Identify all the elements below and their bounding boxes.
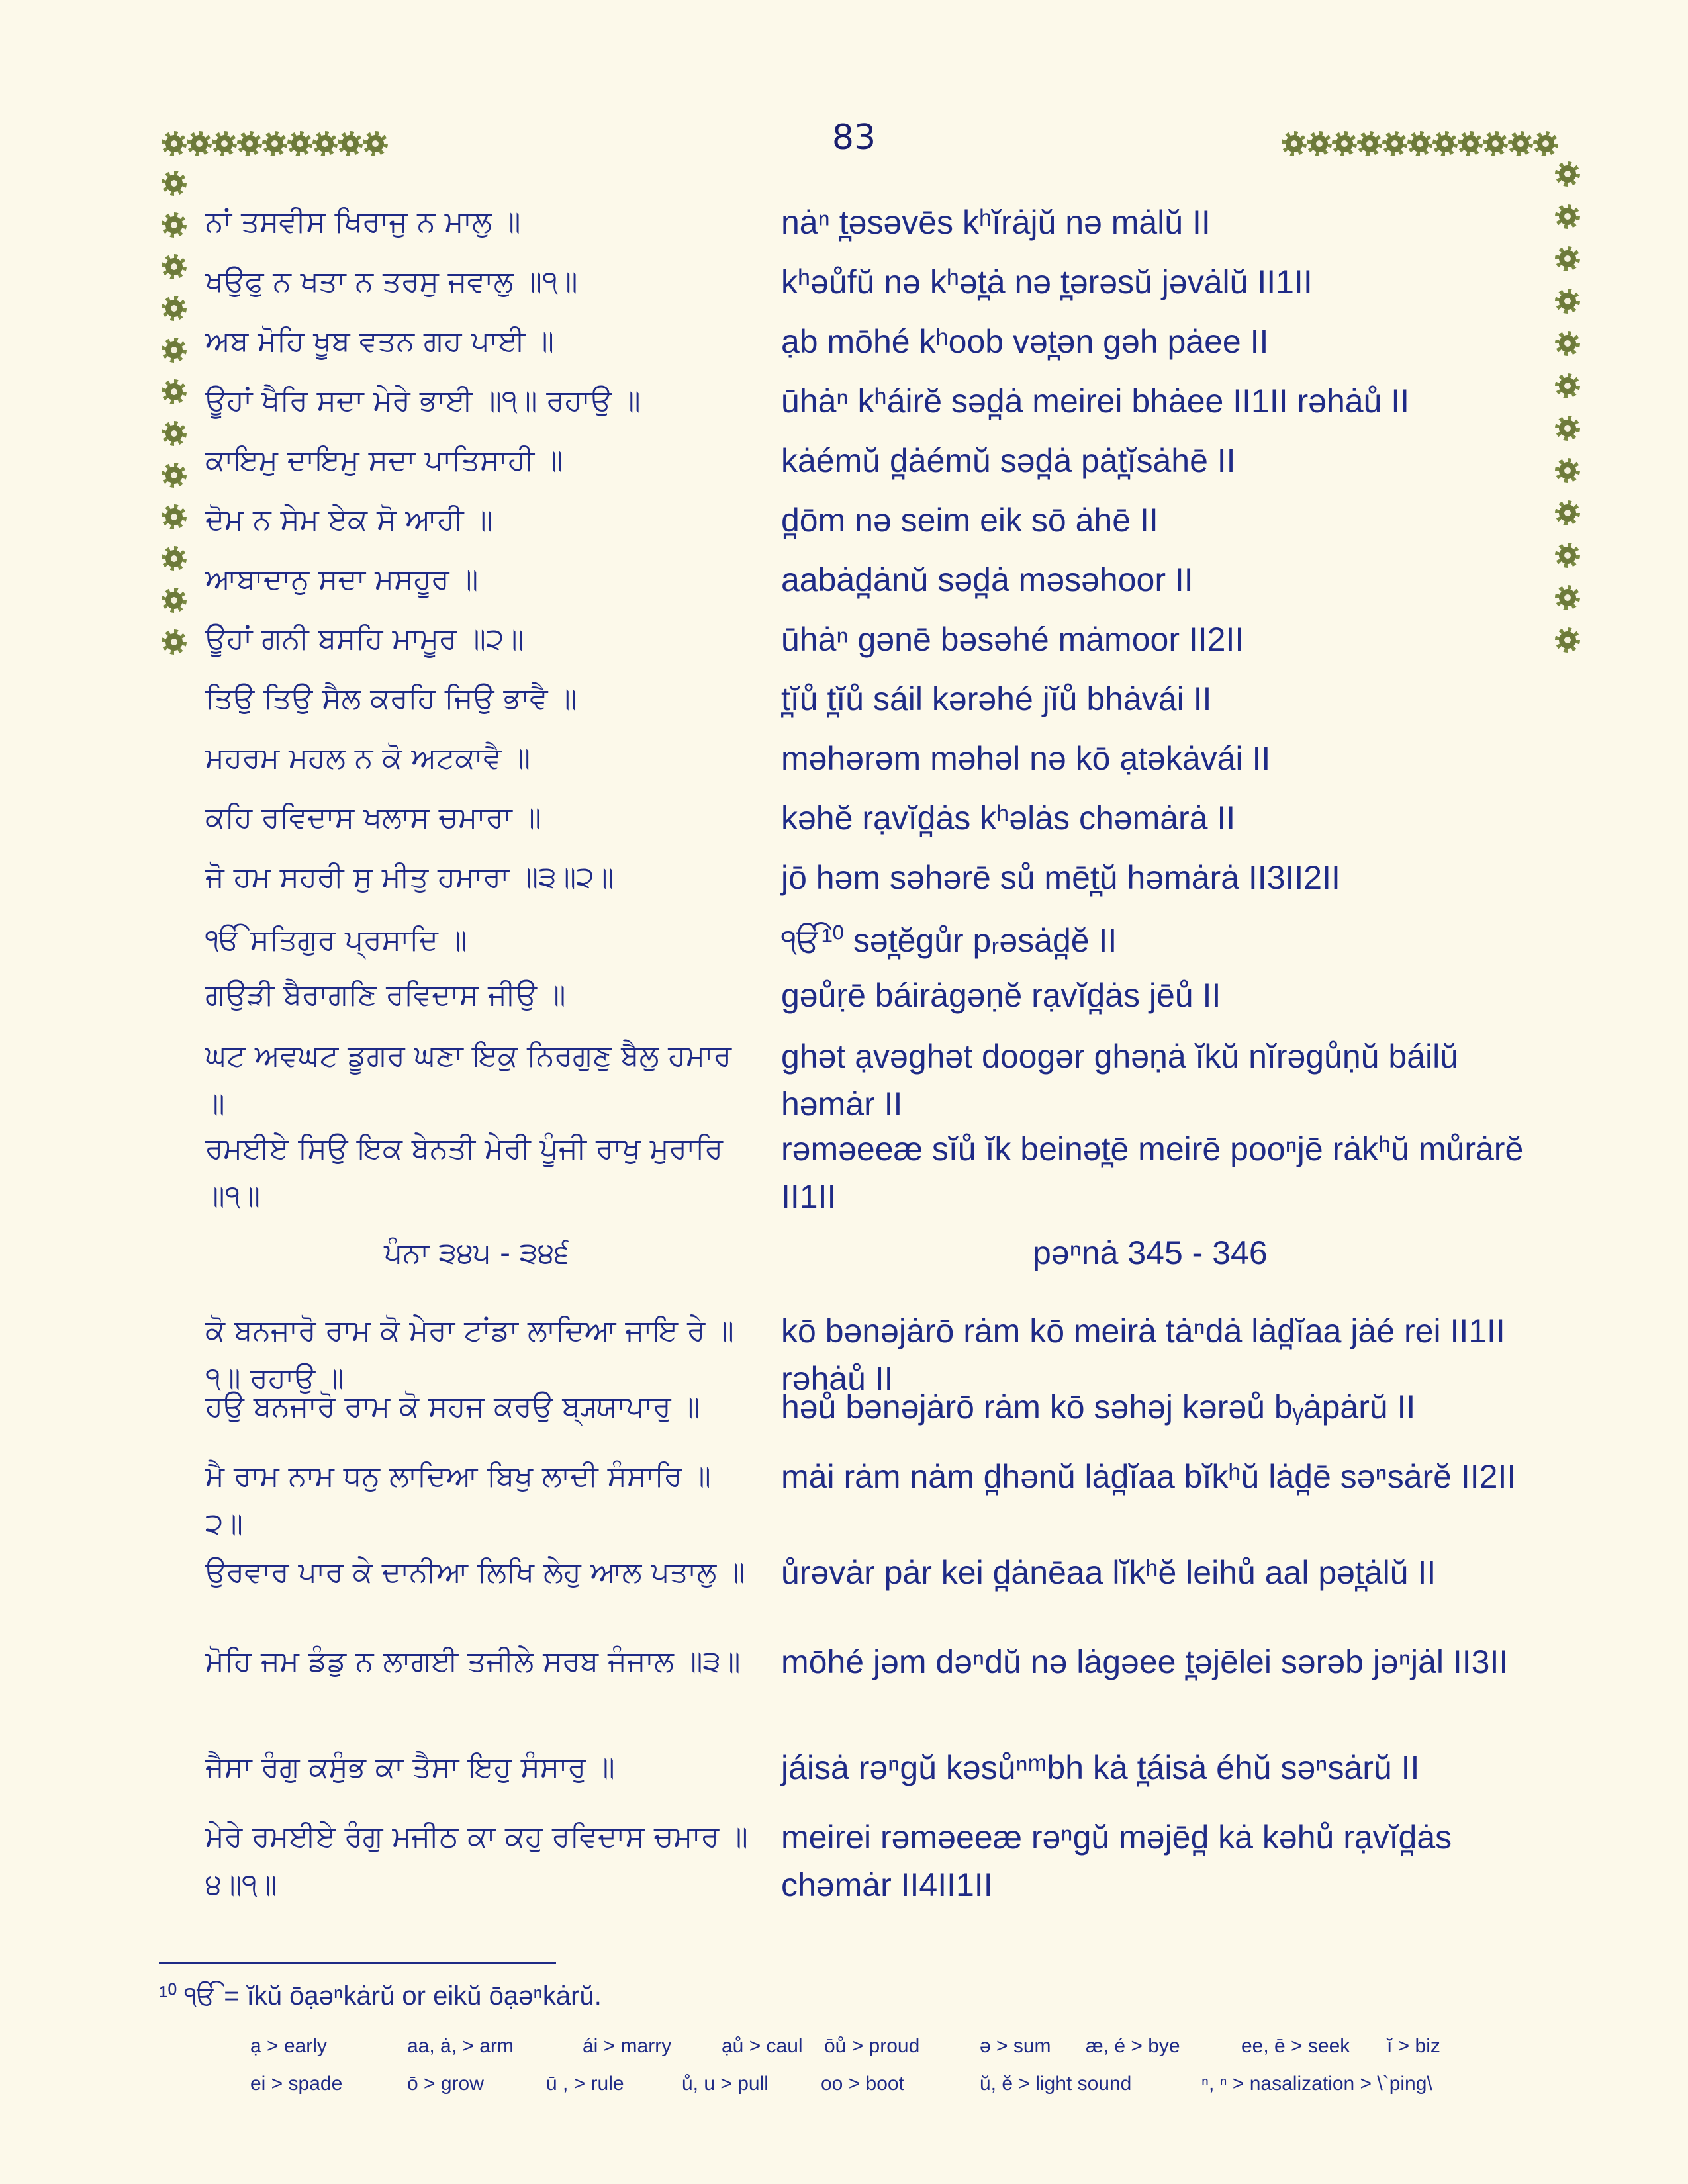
footnote-divider xyxy=(159,1962,556,1964)
flower-ornament-icon xyxy=(1410,134,1430,154)
transliteration-line: mōhé jəm dəⁿdŭ nə lȧgəee t̪əjēlei sərəb jəⁿjȧl II3II xyxy=(781,1643,1509,1680)
gurmukhi-line: ਮੈ ਰਾਮ ਨਾਮ ਧਨੁ ਲਾਦਿਆ ਬਿਖੁ ਲਾਦੀ ਸੰਸਾਰਿ ॥੨॥ xyxy=(205,1459,711,1541)
transliteration-line: həů bənəjȧrō rȧm kō səhəj kərəů bᵧȧpȧrŭ II xyxy=(781,1388,1416,1426)
transliteration-line: gəůṛē báirȧgəṇĕ rạvĭd̪ȧs jēů II xyxy=(781,977,1221,1014)
transliteration-line: kȧémŭ d̪ȧémŭ səd̪ȧ pȧt̪ĭsȧhē II xyxy=(781,442,1236,479)
flower-ornament-icon xyxy=(164,507,184,527)
transliteration-line: jō həm səhərē sů mēt̪ŭ həmȧrȧ II3II2II xyxy=(781,859,1340,896)
flower-ornament-icon xyxy=(189,134,209,154)
page-number: 83 xyxy=(831,118,876,158)
gurmukhi-line: ਊਹਾਂ ਖੈਰਿ ਸਦਾ ਮੇਰੇ ਭਾਈ ॥੧॥ ਰਹਾਉ ॥ xyxy=(205,384,641,418)
gurmukhi-line: ਜੈਸਾ ਰੰਗੁ ਕਸੁੰਭ ਕਾ ਤੈਸਾ ਇਹੁ ਸੰਸਾਰੁ ॥ xyxy=(205,1751,615,1784)
flower-ornament-icon xyxy=(1558,249,1577,269)
key-entry: ů, u > pull xyxy=(682,2073,769,2095)
gurmukhi-line: ਮੇਰੇ ਰਮਈਏ ਰੰਗੁ ਮਜੀਠ ਕਾ ਕਹੁ ਰਵਿਦਾਸ ਚਮਾਰ ॥੪॥੧॥ xyxy=(205,1820,748,1901)
key-entry: ei > spade xyxy=(250,2073,343,2095)
transliteration-line: ghət ạvəghət doogər ghəṇȧ ĭkŭ nĭrəgůṇŭ báilŭ həmȧr II xyxy=(781,1038,1459,1122)
gurmukhi-line: ਤਿਉ ਤਿਉ ਸੈਲ ਕਰਹਿ ਜਿਉ ਭਾਵੈ ॥ xyxy=(205,682,577,715)
flower-ornament-icon xyxy=(1309,134,1329,154)
transliteration-line: ạb mōhé kʰoob vət̪ən gəh pȧee II xyxy=(781,323,1269,360)
transliteration-line: məhərəm məhəl nə kō ạtəkȧvái II xyxy=(781,740,1271,777)
gurmukhi-line: ਉਰਵਾਰ ਪਾਰ ਕੇ ਦਾਨੀਆ ਲਿਖਿ ਲੇਹੁ ਆਲ ਪਤਾਲੁ ॥ xyxy=(205,1555,745,1589)
flower-ornament-icon xyxy=(1385,134,1405,154)
gurmukhi-line: ਕਾਇਮੁ ਦਾਇਮੁ ਸਦਾ ਪਾਤਿਸਾਹੀ ॥ xyxy=(205,443,563,477)
flower-ornament-icon xyxy=(1360,134,1380,154)
flower-ornament-icon xyxy=(1558,164,1577,184)
transliteration-line: nȧⁿ t̪əsəvēs kʰĭrȧjŭ nə mȧlŭ II xyxy=(781,204,1211,241)
flower-ornament-icon xyxy=(1558,630,1577,650)
key-entry: ə > sum xyxy=(980,2035,1051,2057)
flower-ornament-icon xyxy=(164,340,184,360)
flower-ornament-icon xyxy=(164,549,184,569)
gurmukhi-line: ਰਮਈਏ ਸਿਉ ਇਕ ਬੇਨਤੀ ਮੇਰੀ ਪੂੰਜੀ ਰਾਖੁ ਮੁਰਾਰਿ ॥੧॥ xyxy=(205,1132,723,1213)
gurmukhi-line: ੴ ਸਤਿਗੁਰ ਪ੍ਰਸਾਦਿ ॥ xyxy=(205,923,467,957)
key-entry: æ, é > bye xyxy=(1086,2035,1180,2057)
key-entry: ⁿ, ⁿ > nasalization > \`ping\ xyxy=(1201,2073,1432,2095)
flower-ornament-icon xyxy=(164,215,184,235)
gurmukhi-line: ਗਉੜੀ ਬੈਰਾਗਣਿ ਰਵਿਦਾਸ ਜੀਉ ॥ xyxy=(205,978,566,1012)
key-entry: ạ > early xyxy=(250,2035,327,2057)
key-entry: ee, ē > seek xyxy=(1241,2035,1350,2057)
flower-ornament-icon xyxy=(1460,134,1480,154)
gurmukhi-line: ਘਟ ਅਵਘਟ ਡੂਗਰ ਘਣਾ ਇਕੁ ਨਿਰਗੁਣੁ ਬੈਲੁ ਹਮਾਰ ॥ xyxy=(205,1039,732,1120)
key-entry: ŭ, ĕ > light sound xyxy=(980,2073,1132,2095)
flower-ornament-icon xyxy=(1558,334,1577,353)
gurmukhi-line: ਮਹਰਮ ਮਹਲ ਨ ਕੋ ਅਟਕਾਵੈ ॥ xyxy=(205,741,531,775)
flower-ornament-icon xyxy=(340,134,360,154)
gurmukhi-line: ਹਉ ਬਨਜਾਰੋ ਰਾਮ ਕੋ ਸਹਜ ਕਰਉ ਬ੍ਯ੍ਯਾਪਾਰੁ ॥ xyxy=(205,1390,700,1424)
key-entry: ĭ > biz xyxy=(1387,2035,1440,2057)
page-range-heading-transliteration: pəⁿnȧ 345 - 346 xyxy=(1033,1234,1268,1271)
transliteration-line: aabȧd̪ȧnŭ səd̪ȧ məsəhoor II xyxy=(781,561,1194,598)
gurmukhi-line: ਅਬ ਮੋਹਿ ਖੂਬ ਵਤਨ ਗਹ ਪਾਈ ॥ xyxy=(205,324,554,358)
flower-ornament-icon xyxy=(1536,134,1556,154)
flower-ornament-icon xyxy=(164,134,184,154)
flower-ornament-icon xyxy=(240,134,259,154)
flower-ornament-icon xyxy=(1558,461,1577,480)
gurmukhi-line: ਜੋ ਹਮ ਸਹਰੀ ਸੁ ਮੀਤੁ ਹਮਾਰਾ ॥੩॥੨॥ xyxy=(205,860,614,894)
gurmukhi-line: ਆਬਾਦਾਨੁ ਸਦਾ ਮਸਹੂਰ ॥ xyxy=(205,563,479,596)
gurmukhi-line: ਕੋ ਬਨਜਾਰੋ ਰਾਮ ਕੋ ਮੇਰਾ ਟਾਂਡਾ ਲਾਦਿਆ ਜਾਇ ਰੇ ॥੧॥ ਰਹਾਉ ॥ xyxy=(205,1314,734,1395)
flower-ornament-icon xyxy=(164,173,184,193)
transliteration-line: jáisȧ rəⁿgŭ kəsůⁿᵐbh kȧ t̪áisȧ éhŭ səⁿsȧrŭ II xyxy=(781,1749,1420,1786)
flower-ornament-icon xyxy=(164,424,184,443)
key-entry: ō > grow xyxy=(407,2073,484,2095)
gurmukhi-line: ਨਾਂ ਤਸਵੀਸ ਖਿਰਾਜੁ ਨ ਮਾਲੁ ॥ xyxy=(205,205,521,239)
key-entry: ạů > caul xyxy=(722,2035,803,2057)
flower-ornament-icon xyxy=(1558,291,1577,311)
footnote: ¹⁰ ੴ = ĭkŭ ōạəⁿkȧrŭ or eikŭ ōạəⁿkȧrŭ. xyxy=(159,1981,602,2011)
transliteration-line: ūhȧⁿ gənē bəsəhé mȧmoor II2II xyxy=(781,621,1244,658)
transliteration-line: ůrəvȧr pȧr kei d̪ȧnēaa lĭkʰĕ leihů aal pət̪ȧlŭ II xyxy=(781,1554,1436,1591)
flower-ornament-icon xyxy=(164,632,184,652)
page-range-heading-gurmukhi: ਪੰਨਾ ੩੪੫ - ੩੪੬ xyxy=(384,1236,570,1270)
key-entry: ū , > rule xyxy=(546,2073,624,2095)
flower-ornament-icon xyxy=(164,298,184,318)
gurmukhi-line: ਦੋਮ ਨ ਸੇਮ ਏਕ ਸੋ ਆਹੀ ॥ xyxy=(205,503,493,537)
transliteration-line: meirei rəməeeæ rəⁿgŭ məjēd̪ kȧ kəhů rạvĭd̪ȧs chəmȧr II4II1II xyxy=(781,1819,1452,1903)
flower-ornament-icon xyxy=(1558,588,1577,608)
flower-ornament-icon xyxy=(1284,134,1304,154)
transliteration-line: ੴ¹⁰ sət̪ĕgůr pᵣəsȧd̪ĕ II xyxy=(781,922,1117,959)
flower-ornament-icon xyxy=(164,257,184,277)
transliteration-line: d̪ōm nə seim eik sō ȧhē II xyxy=(781,502,1158,539)
flower-ornament-icon xyxy=(1558,418,1577,438)
flower-ornament-icon xyxy=(1558,376,1577,396)
transliteration-line: ūhȧⁿ kʰáirĕ səd̪ȧ meirei bhȧee II1II rəhȧů II xyxy=(781,383,1410,420)
transliteration-line: mȧi rȧm nȧm d̪hənŭ lȧd̪ĭaa bĭkʰŭ lȧd̪ē səⁿsȧrĕ II2II xyxy=(781,1458,1517,1495)
flower-ornament-icon xyxy=(164,382,184,402)
transliteration-line: kəhĕ rạvĭd̪ȧs kʰəlȧs chəmȧrȧ II xyxy=(781,799,1236,837)
flower-ornament-icon xyxy=(1335,134,1354,154)
flower-ornament-icon xyxy=(1435,134,1455,154)
gurmukhi-line: ਖਉਫੁ ਨ ਖਤਾ ਨ ਤਰਸੁ ਜਵਾਲੁ ॥੧॥ xyxy=(205,265,578,298)
flower-ornament-icon xyxy=(1558,206,1577,226)
gurmukhi-line: ਮੋਹਿ ਜਮ ਡੰਡੁ ਨ ਲਾਗਈ ਤਜੀਲੇ ਸਰਬ ਜੰਜਾਲ ॥੩॥ xyxy=(205,1645,741,1678)
transliteration-line: rəməeeæ sĭů ĭk beinət̪ē meirē pooⁿjē rȧkʰŭ můrȧrĕ II1II xyxy=(781,1130,1524,1215)
flower-ornament-icon xyxy=(1558,503,1577,523)
flower-ornament-icon xyxy=(265,134,285,154)
flower-ornament-icon xyxy=(1511,134,1530,154)
transliteration-line: t̪ĭů t̪ĭů sáil kərəhé jĭů bhȧvái II xyxy=(781,680,1212,717)
flower-ornament-icon xyxy=(290,134,310,154)
flower-ornament-icon xyxy=(164,465,184,485)
key-entry: ái > marry xyxy=(583,2035,672,2057)
flower-ornament-icon xyxy=(1485,134,1505,154)
flower-ornament-icon xyxy=(164,590,184,610)
gurmukhi-line: ਕਹਿ ਰਵਿਦਾਸ ਖਲਾਸ ਚਮਾਰਾ ॥ xyxy=(205,801,541,835)
flower-ornament-icon xyxy=(214,134,234,154)
key-entry: ōů > proud xyxy=(824,2035,920,2057)
transliteration-line: kʰəůfŭ nə kʰət̪ȧ nə t̪ərəsŭ jəvȧlŭ II1II xyxy=(781,263,1313,300)
transliteration-line: kō bənəjȧrō rȧm kō meirȧ tȧⁿdȧ lȧd̪ĭaa jȧé rei II1II rəhȧů II xyxy=(781,1312,1505,1397)
key-entry: oo > boot xyxy=(821,2073,904,2095)
flower-ornament-icon xyxy=(315,134,335,154)
key-entry: aa, ȧ, > arm xyxy=(407,2035,514,2057)
flower-ornament-icon xyxy=(365,134,385,154)
gurmukhi-line: ਊਹਾਂ ਗਨੀ ਬਸਹਿ ਮਾਮੂਰ ॥੨॥ xyxy=(205,622,524,656)
flower-ornament-icon xyxy=(1558,545,1577,565)
